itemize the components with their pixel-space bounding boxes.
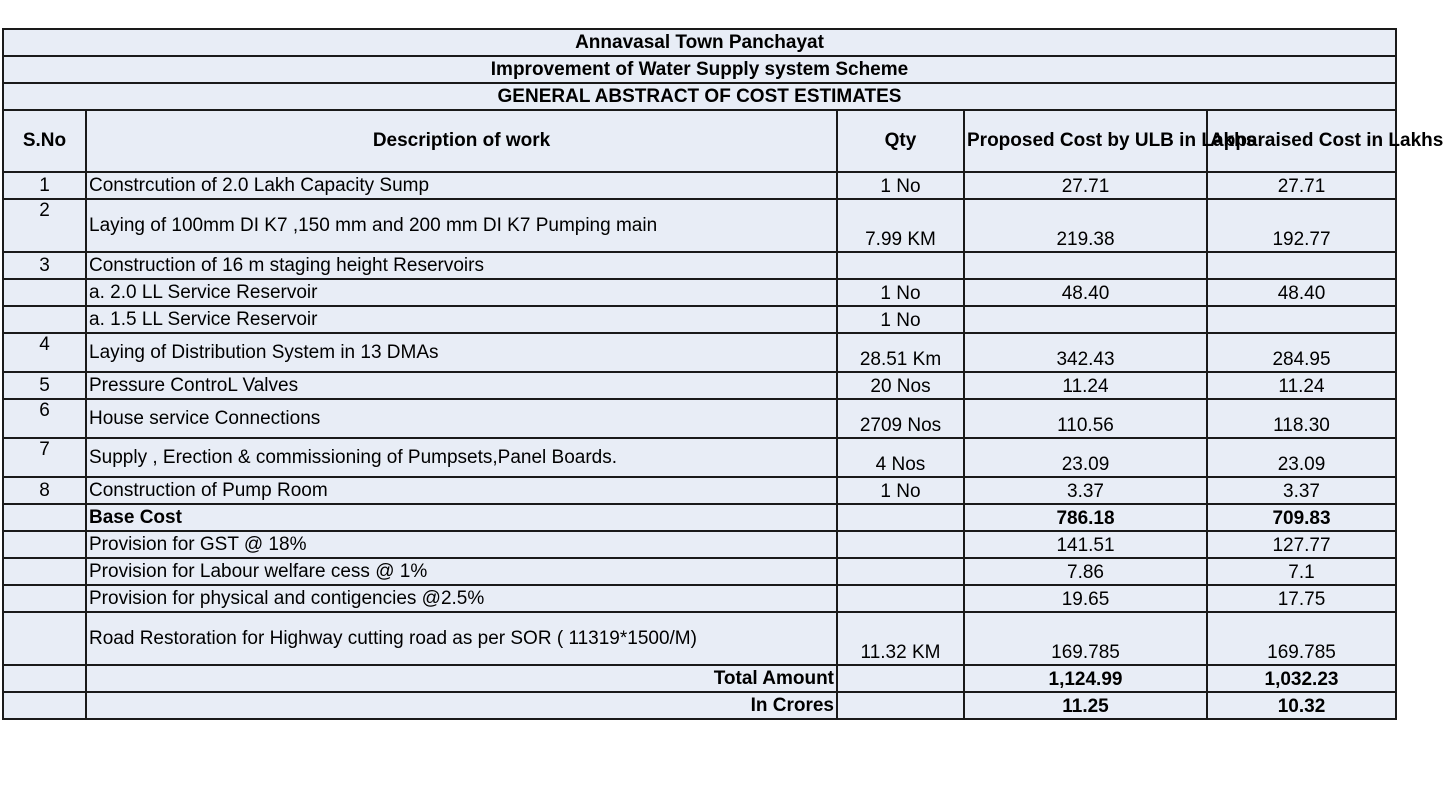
row-description: Constrcution of 2.0 Lakh Capacity Sump	[86, 172, 837, 199]
row-proposed: 7.86	[964, 558, 1207, 585]
row-qty: 1 No	[837, 172, 964, 199]
row-qty	[837, 531, 964, 558]
title-scheme: Improvement of Water Supply system Scheme	[3, 56, 1396, 83]
in-crores-row	[3, 692, 1396, 719]
table-row	[3, 531, 1396, 558]
row-appraised: 169.785	[1207, 612, 1396, 665]
table-row	[3, 372, 1396, 399]
table-row	[3, 199, 1396, 252]
total-appraised: 1,032.23	[1207, 665, 1396, 692]
row-appraised: 48.40	[1207, 279, 1396, 306]
header-appraised-cost: Apparaised Cost in Lakhs	[1207, 110, 1396, 172]
row-appraised: 11.24	[1207, 372, 1396, 399]
row-proposed: 19.65	[964, 585, 1207, 612]
row-proposed: 786.18	[964, 504, 1207, 531]
total-proposed: 1,124.99	[964, 665, 1207, 692]
table-row	[3, 477, 1396, 504]
header-description: Description of work	[86, 110, 837, 172]
row-appraised: 27.71	[1207, 172, 1396, 199]
row-qty: 11.32 KM	[837, 612, 964, 665]
row-appraised: 709.83	[1207, 504, 1396, 531]
row-sno	[3, 531, 86, 558]
table-row	[3, 279, 1396, 306]
row-sno: 2	[3, 199, 86, 252]
row-appraised: 284.95	[1207, 333, 1396, 372]
header-proposed-cost: Proposed Cost by ULB in Lakhs	[964, 110, 1207, 172]
row-sno: 4	[3, 333, 86, 372]
row-qty	[837, 504, 964, 531]
row-sno	[3, 504, 86, 531]
row-proposed: 3.37	[964, 477, 1207, 504]
row-appraised: 17.75	[1207, 585, 1396, 612]
row-qty: 4 Nos	[837, 438, 964, 477]
base-cost-row	[3, 504, 1396, 531]
row-proposed: 48.40	[964, 279, 1207, 306]
row-description: Supply , Erection & commissioning of Pumpsets,Panel Boards.	[86, 438, 837, 477]
row-proposed	[964, 306, 1207, 333]
row-proposed: 141.51	[964, 531, 1207, 558]
row-sno	[3, 558, 86, 585]
title-abstract: GENERAL ABSTRACT OF COST ESTIMATES	[3, 83, 1396, 110]
row-qty: 20 Nos	[837, 372, 964, 399]
table-row	[3, 333, 1396, 372]
row-sno: 6	[3, 399, 86, 438]
row-sno	[3, 306, 86, 333]
row-qty: 28.51 Km	[837, 333, 964, 372]
header-sno: S.No	[3, 110, 86, 172]
row-description: Construction of 16 m staging height Reservoirs	[86, 252, 837, 279]
row-description: House service Connections	[86, 399, 837, 438]
row-appraised	[1207, 252, 1396, 279]
general-abstract-table	[2, 28, 1443, 720]
row-sno: 1	[3, 172, 86, 199]
row-qty	[837, 558, 964, 585]
row-sno	[3, 279, 86, 306]
row-description: Laying of Distribution System in 13 DMAs	[86, 333, 837, 372]
row-proposed	[964, 252, 1207, 279]
total-qty-cell	[837, 665, 964, 692]
crores-sno-cell	[3, 692, 86, 719]
row-description: Laying of 100mm DI K7 ,150 mm and 200 mm DI K7 Pumping main	[86, 199, 837, 252]
cost-estimate-sheet	[2, 28, 1443, 720]
table-row	[3, 558, 1396, 585]
table-row	[3, 612, 1396, 665]
in-crores-label: In Crores	[86, 692, 837, 719]
row-description: Construction of Pump Room	[86, 477, 837, 504]
row-proposed: 342.43	[964, 333, 1207, 372]
row-appraised: 7.1	[1207, 558, 1396, 585]
row-appraised: 23.09	[1207, 438, 1396, 477]
total-sno-cell	[3, 665, 86, 692]
row-sno	[3, 612, 86, 665]
row-sno	[3, 585, 86, 612]
row-qty: 2709 Nos	[837, 399, 964, 438]
table-row	[3, 585, 1396, 612]
row-description: a. 2.0 LL Service Reservoir	[86, 279, 837, 306]
row-qty	[837, 252, 964, 279]
row-qty: 1 No	[837, 306, 964, 333]
row-proposed: 110.56	[964, 399, 1207, 438]
row-qty: 7.99 KM	[837, 199, 964, 252]
row-proposed: 23.09	[964, 438, 1207, 477]
crores-proposed: 11.25	[964, 692, 1207, 719]
table-row	[3, 399, 1396, 438]
row-proposed: 27.71	[964, 172, 1207, 199]
row-qty: 1 No	[837, 477, 964, 504]
row-appraised: 127.77	[1207, 531, 1396, 558]
total-amount-row	[3, 665, 1396, 692]
row-description: a. 1.5 LL Service Reservoir	[86, 306, 837, 333]
row-sno: 8	[3, 477, 86, 504]
table-row	[3, 172, 1396, 199]
row-description: Pressure ControL Valves	[86, 372, 837, 399]
row-description: Base Cost	[86, 504, 837, 531]
row-description: Provision for physical and contigencies @2.5%	[86, 585, 837, 612]
table-row	[3, 306, 1396, 333]
crores-qty-cell	[837, 692, 964, 719]
row-qty: 1 No	[837, 279, 964, 306]
row-appraised	[1207, 306, 1396, 333]
table-row	[3, 252, 1396, 279]
row-sno: 3	[3, 252, 86, 279]
row-qty	[837, 585, 964, 612]
row-proposed: 219.38	[964, 199, 1207, 252]
row-sno: 5	[3, 372, 86, 399]
row-appraised: 192.77	[1207, 199, 1396, 252]
row-description: Provision for GST @ 18%	[86, 531, 837, 558]
row-proposed: 11.24	[964, 372, 1207, 399]
table-row	[3, 438, 1396, 477]
row-appraised: 118.30	[1207, 399, 1396, 438]
total-amount-label: Total Amount	[86, 665, 837, 692]
crores-appraised: 10.32	[1207, 692, 1396, 719]
header-qty: Qty	[837, 110, 964, 172]
row-appraised: 3.37	[1207, 477, 1396, 504]
row-description: Road Restoration for Highway cutting road as per SOR ( 11319*1500/M)	[86, 612, 837, 665]
row-sno: 7	[3, 438, 86, 477]
row-proposed: 169.785	[964, 612, 1207, 665]
row-description: Provision for Labour welfare cess @ 1%	[86, 558, 837, 585]
title-panchayat: Annavasal Town Panchayat	[3, 29, 1396, 56]
